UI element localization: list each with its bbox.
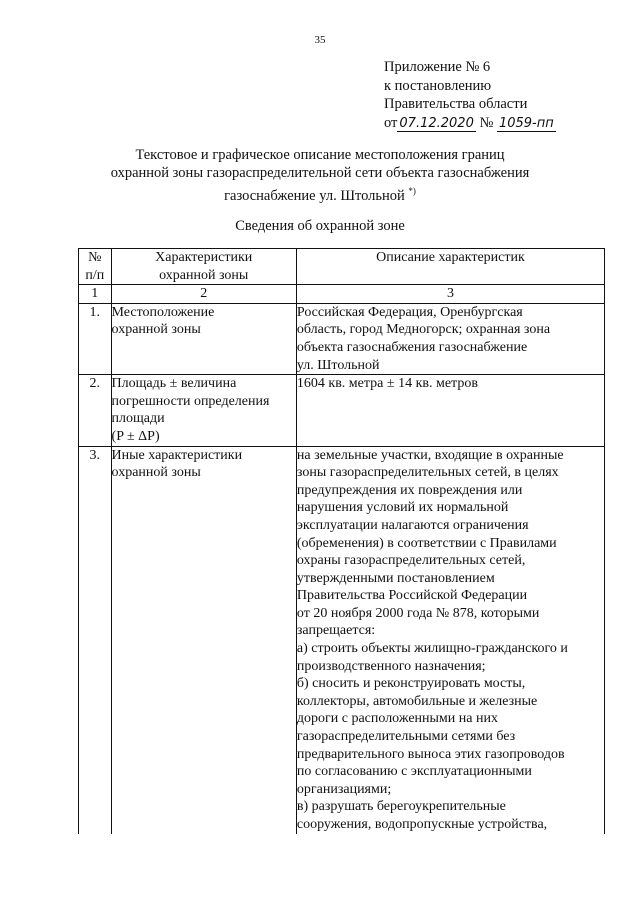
header-num-line: №	[88, 250, 102, 265]
header-char-line: охранной зоны	[159, 267, 249, 283]
appendix-line-4	[384, 114, 556, 134]
cell-line: утвержденными постановлением	[296, 570, 495, 586]
document-title	[100, 146, 540, 205]
row-description	[296, 375, 604, 446]
handwritten-number: 1059-пп	[498, 115, 554, 131]
cell-line: нарушения условий их нормальной	[296, 500, 509, 516]
cell-line: Российская Федерация, Оренбургская	[296, 304, 523, 320]
row-number: 1.	[79, 303, 112, 374]
table-header-row	[79, 249, 605, 285]
cell-line: ул. Штольной	[296, 357, 380, 373]
header-description	[296, 249, 604, 285]
cell-line: б) сносить и реконструировать мосты,	[296, 676, 526, 692]
appendix-line-2: к постановлению	[384, 77, 492, 94]
cell-line: (обременения) в соответствии с Правилами	[296, 535, 557, 551]
header-characteristics	[111, 249, 296, 285]
row-number: 3.	[79, 446, 112, 834]
cell-line: охраны газораспределительных сетей,	[296, 553, 526, 569]
cell-line: зоны газораспределительных сетей, в целях	[296, 465, 559, 481]
row-characteristic	[111, 446, 296, 834]
zone-info-table	[78, 248, 605, 834]
cell-line: дороги с расположенными на них	[296, 711, 498, 727]
cell-line: сооружения, водопропускные устройства,	[296, 817, 548, 832]
cell-line: производственного назначения;	[296, 658, 486, 674]
table-row	[79, 446, 605, 834]
col-number-1: 1	[79, 285, 112, 304]
header-char-line: Характеристики	[155, 250, 253, 265]
row-number: 2.	[79, 375, 112, 446]
cell-line: эксплуатации налагаются ограничения	[296, 517, 529, 533]
appendix-num-sign: №	[479, 114, 494, 131]
handwritten-date: 07.12.2020	[399, 115, 474, 131]
cell-line: предварительного выноса этих газопроводов	[296, 746, 565, 762]
cell-line: Правительства Российской Федерации	[296, 588, 528, 604]
column-number-row	[79, 285, 605, 304]
cell-line: а) строить объекты жилищно-гражданского и	[296, 641, 568, 657]
cell-line: объекта газоснабжения газоснабжение	[296, 339, 528, 355]
appendix-from: от	[384, 114, 398, 131]
title-line-1: Текстовое и графическое описание местоположения границ	[135, 147, 505, 163]
row-description	[296, 303, 604, 374]
cell-line: от 20 ноября 2000 года № 878, которыми	[296, 605, 540, 621]
cell-line: площади	[111, 411, 165, 427]
appendix-line-1: Приложение № 6	[384, 59, 491, 75]
cell-line: в) разрушать берегоукрепительные	[296, 799, 506, 815]
section-title: Сведения об охранной зоне	[235, 218, 405, 234]
row-description	[296, 446, 604, 834]
header-num	[79, 249, 112, 285]
title-line-2: охранной зоны газораспределительной сети объекта газоснабжения	[110, 165, 530, 181]
cell-line: запрещается:	[296, 623, 376, 639]
appendix-line-3: Правительства области	[384, 96, 528, 112]
table-row	[79, 375, 605, 446]
page-number: 35	[314, 34, 326, 46]
cell-line: (P ± ΔP)	[111, 428, 160, 444]
header-desc-line: Описание характеристик	[376, 250, 525, 265]
cell-line: на земельные участки, входящие в охранные	[296, 447, 564, 463]
cell-line: предупреждения их повреждения или	[296, 482, 523, 498]
cell-line: газораспределительными сетями без	[296, 729, 516, 745]
cell-line: область, город Медногорск; охранная зона	[296, 322, 551, 338]
cell-line: по согласованию с эксплуатационными	[296, 764, 532, 780]
appendix-block	[384, 58, 556, 133]
table-row	[79, 303, 605, 374]
cell-line: охранной зоны	[111, 465, 201, 481]
header-num-line: п/п	[85, 267, 105, 283]
footnote-mark: *)	[408, 186, 416, 196]
title-line-3	[100, 182, 540, 205]
cell-line: Иные характеристики	[111, 447, 243, 463]
cell-line: коллекторы, автомобильные и железные	[296, 693, 538, 709]
cell-line: 1604 кв. метра ± 14 кв. метров	[296, 376, 478, 392]
cell-line: охранной зоны	[111, 322, 201, 338]
col-number-2: 2	[111, 285, 296, 304]
title-line-3-text: газоснабжение ул. Штольной	[224, 187, 405, 204]
cell-line: Площадь ± величина	[111, 376, 237, 392]
row-characteristic	[111, 375, 296, 446]
cell-line: организациями;	[296, 781, 392, 797]
cell-line: погрешности определения	[111, 393, 270, 409]
row-characteristic	[111, 303, 296, 374]
col-number-3: 3	[296, 285, 604, 304]
cell-line: Местоположение	[111, 304, 215, 320]
